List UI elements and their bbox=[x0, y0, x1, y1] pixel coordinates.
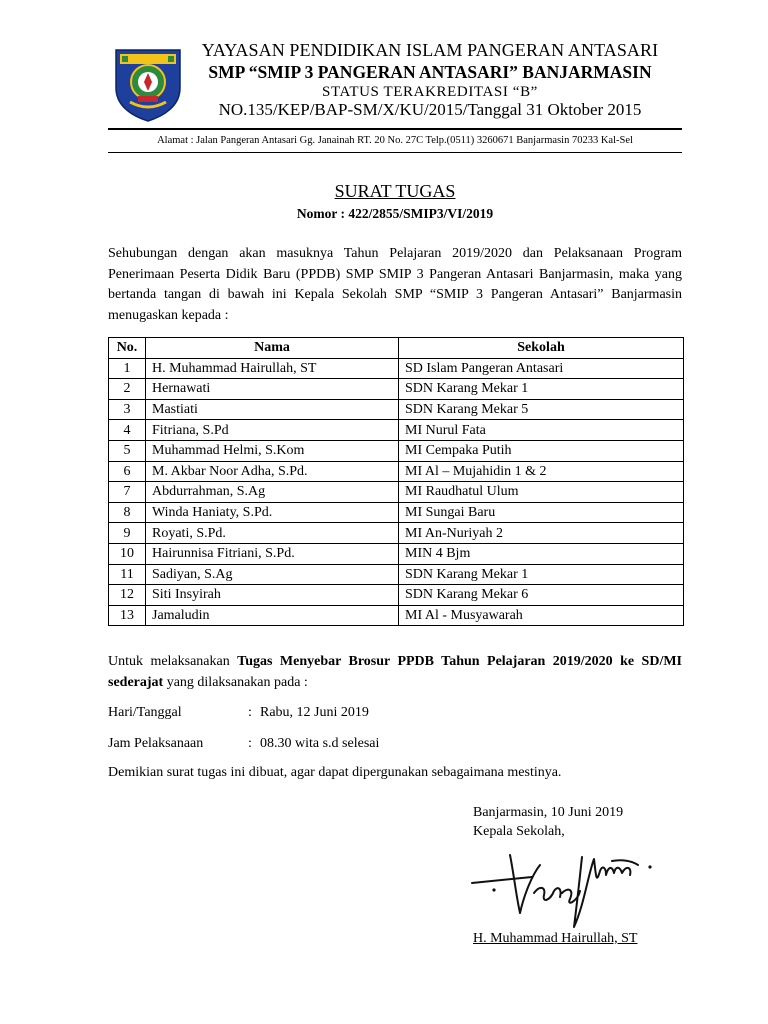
handwritten-signature bbox=[462, 835, 662, 935]
member-name: Jamaludin bbox=[146, 605, 399, 626]
foundation-name: YAYASAN PENDIDIKAN ISLAM PANGERAN ANTASARI bbox=[201, 40, 659, 60]
target-school: MI An-Nuriyah 2 bbox=[399, 523, 684, 544]
row-number: 12 bbox=[109, 585, 146, 606]
table-row bbox=[109, 399, 684, 420]
target-school: MI Raudhatul Ulum bbox=[399, 482, 684, 503]
target-school: MI Cempaka Putih bbox=[399, 440, 684, 461]
task-prefix: Untuk melaksanakan bbox=[108, 654, 238, 669]
row-number: 10 bbox=[109, 543, 146, 564]
col-no-header: No. bbox=[109, 338, 146, 359]
table-row bbox=[109, 358, 684, 379]
member-name: Hernawati bbox=[146, 379, 399, 400]
day-value: Rabu, 12 Juni 2019 bbox=[260, 705, 369, 720]
target-school: MI Al – Mujahidin 1 & 2 bbox=[399, 461, 684, 482]
target-school: SDN Karang Mekar 5 bbox=[399, 399, 684, 420]
table-row bbox=[109, 482, 684, 503]
member-name: Sadiyan, S.Ag bbox=[146, 564, 399, 585]
table-row bbox=[109, 502, 684, 523]
target-school: SDN Karang Mekar 1 bbox=[399, 564, 684, 585]
school-logo bbox=[108, 44, 188, 122]
accreditation-status: STATUS TERAKREDITASI “B” bbox=[322, 84, 538, 100]
row-number: 7 bbox=[109, 482, 146, 503]
time-separator: : bbox=[248, 736, 252, 751]
member-name: H. Muhammad Hairullah, ST bbox=[146, 358, 399, 379]
task-suffix: yang dilaksanakan pada : bbox=[163, 674, 308, 690]
member-name: Fitriana, S.Pd bbox=[146, 420, 399, 441]
member-name: Winda Haniaty, S.Pd. bbox=[146, 502, 399, 523]
member-name: Royati, S.Pd. bbox=[146, 523, 399, 544]
table-header-row bbox=[109, 338, 684, 359]
member-name: Abdurrahman, S.Ag bbox=[146, 482, 399, 503]
letter-number: Nomor : 422/2855/SMIP3/VI/2019 bbox=[296, 206, 494, 221]
row-number: 11 bbox=[109, 564, 146, 585]
row-number: 3 bbox=[109, 399, 146, 420]
signature-role: Kepala Sekolah, bbox=[473, 824, 565, 839]
task-paragraph bbox=[108, 652, 682, 693]
intro-paragraph: Sehubungan dengan akan masuknya Tahun Pelajaran 2019/2020 dan Pelaksanaan Program Penerimaan Peserta Didik Baru (PPDB) SMP SMIP 3 Pangeran Antasari Banjarmasin, maka yang bertanda tangan di bawah ini Kepala Sekolah SMP “SMIP 3 Pangeran Antasari” Banjarmasin menugaskan kepada : bbox=[108, 246, 682, 323]
target-school: MI Sungai Baru bbox=[399, 502, 684, 523]
time-row bbox=[108, 736, 379, 752]
table-row bbox=[109, 420, 684, 441]
table-row bbox=[109, 440, 684, 461]
row-number: 13 bbox=[109, 605, 146, 626]
time-value: 08.30 wita s.d selesai bbox=[260, 736, 380, 751]
row-number: 6 bbox=[109, 461, 146, 482]
table-row bbox=[109, 585, 684, 606]
row-number: 8 bbox=[109, 502, 146, 523]
table-body bbox=[109, 358, 684, 626]
table-row bbox=[109, 564, 684, 585]
assignment-table bbox=[108, 337, 684, 626]
letter-title: SURAT TUGAS bbox=[334, 181, 456, 201]
target-school: SDN Karang Mekar 6 bbox=[399, 585, 684, 606]
header-divider-thick bbox=[108, 128, 682, 130]
closing-sentence: Demikian surat tugas ini dibuat, agar dapat dipergunakan sebagaimana mestinya. bbox=[108, 765, 562, 780]
col-school-header: Sekolah bbox=[399, 338, 684, 359]
row-number: 2 bbox=[109, 379, 146, 400]
day-separator: : bbox=[248, 705, 252, 720]
table-row bbox=[109, 543, 684, 564]
member-name: Muhammad Helmi, S.Kom bbox=[146, 440, 399, 461]
day-row bbox=[108, 705, 369, 721]
row-number: 9 bbox=[109, 523, 146, 544]
member-name: Mastiati bbox=[146, 399, 399, 420]
target-school: MI Nurul Fata bbox=[399, 420, 684, 441]
accreditation-decree: NO.135/KEP/BAP-SM/X/KU/2015/Tanggal 31 Oktober 2015 bbox=[218, 100, 642, 119]
table-row bbox=[109, 461, 684, 482]
table-row bbox=[109, 379, 684, 400]
target-school: MI Al - Musyawarah bbox=[399, 605, 684, 626]
header-divider-thin bbox=[108, 152, 682, 153]
member-name: Siti Insyirah bbox=[146, 585, 399, 606]
member-name: Hairunnisa Fitriani, S.Pd. bbox=[146, 543, 399, 564]
signature-place-date: Banjarmasin, 10 Juni 2019 bbox=[473, 805, 624, 820]
target-school: SD Islam Pangeran Antasari bbox=[399, 358, 684, 379]
col-name-header: Nama bbox=[146, 338, 399, 359]
row-number: 4 bbox=[109, 420, 146, 441]
task-description: Tugas Menyebar Brosur PPDB Tahun Pelajaran 2019/2020 ke SD/MI sederajat bbox=[108, 654, 682, 690]
day-label: Hari/Tanggal bbox=[108, 705, 182, 720]
row-number: 1 bbox=[109, 358, 146, 379]
school-address: Alamat : Jalan Pangeran Antasari Gg. Janainah RT. 20 No. 27C Telp.(0511) 3260671 Banjarmasin 70233 Kal-Sel bbox=[157, 135, 633, 146]
member-name: M. Akbar Noor Adha, S.Pd. bbox=[146, 461, 399, 482]
school-name: SMP “SMIP 3 PANGERAN ANTASARI” BANJARMASIN bbox=[208, 62, 652, 82]
target-school: SDN Karang Mekar 1 bbox=[399, 379, 684, 400]
table-row bbox=[109, 605, 684, 626]
signatory-name: H. Muhammad Hairullah, ST bbox=[473, 931, 638, 946]
row-number: 5 bbox=[109, 440, 146, 461]
table-row bbox=[109, 523, 684, 544]
target-school: MIN 4 Bjm bbox=[399, 543, 684, 564]
time-label: Jam Pelaksanaan bbox=[108, 736, 204, 751]
